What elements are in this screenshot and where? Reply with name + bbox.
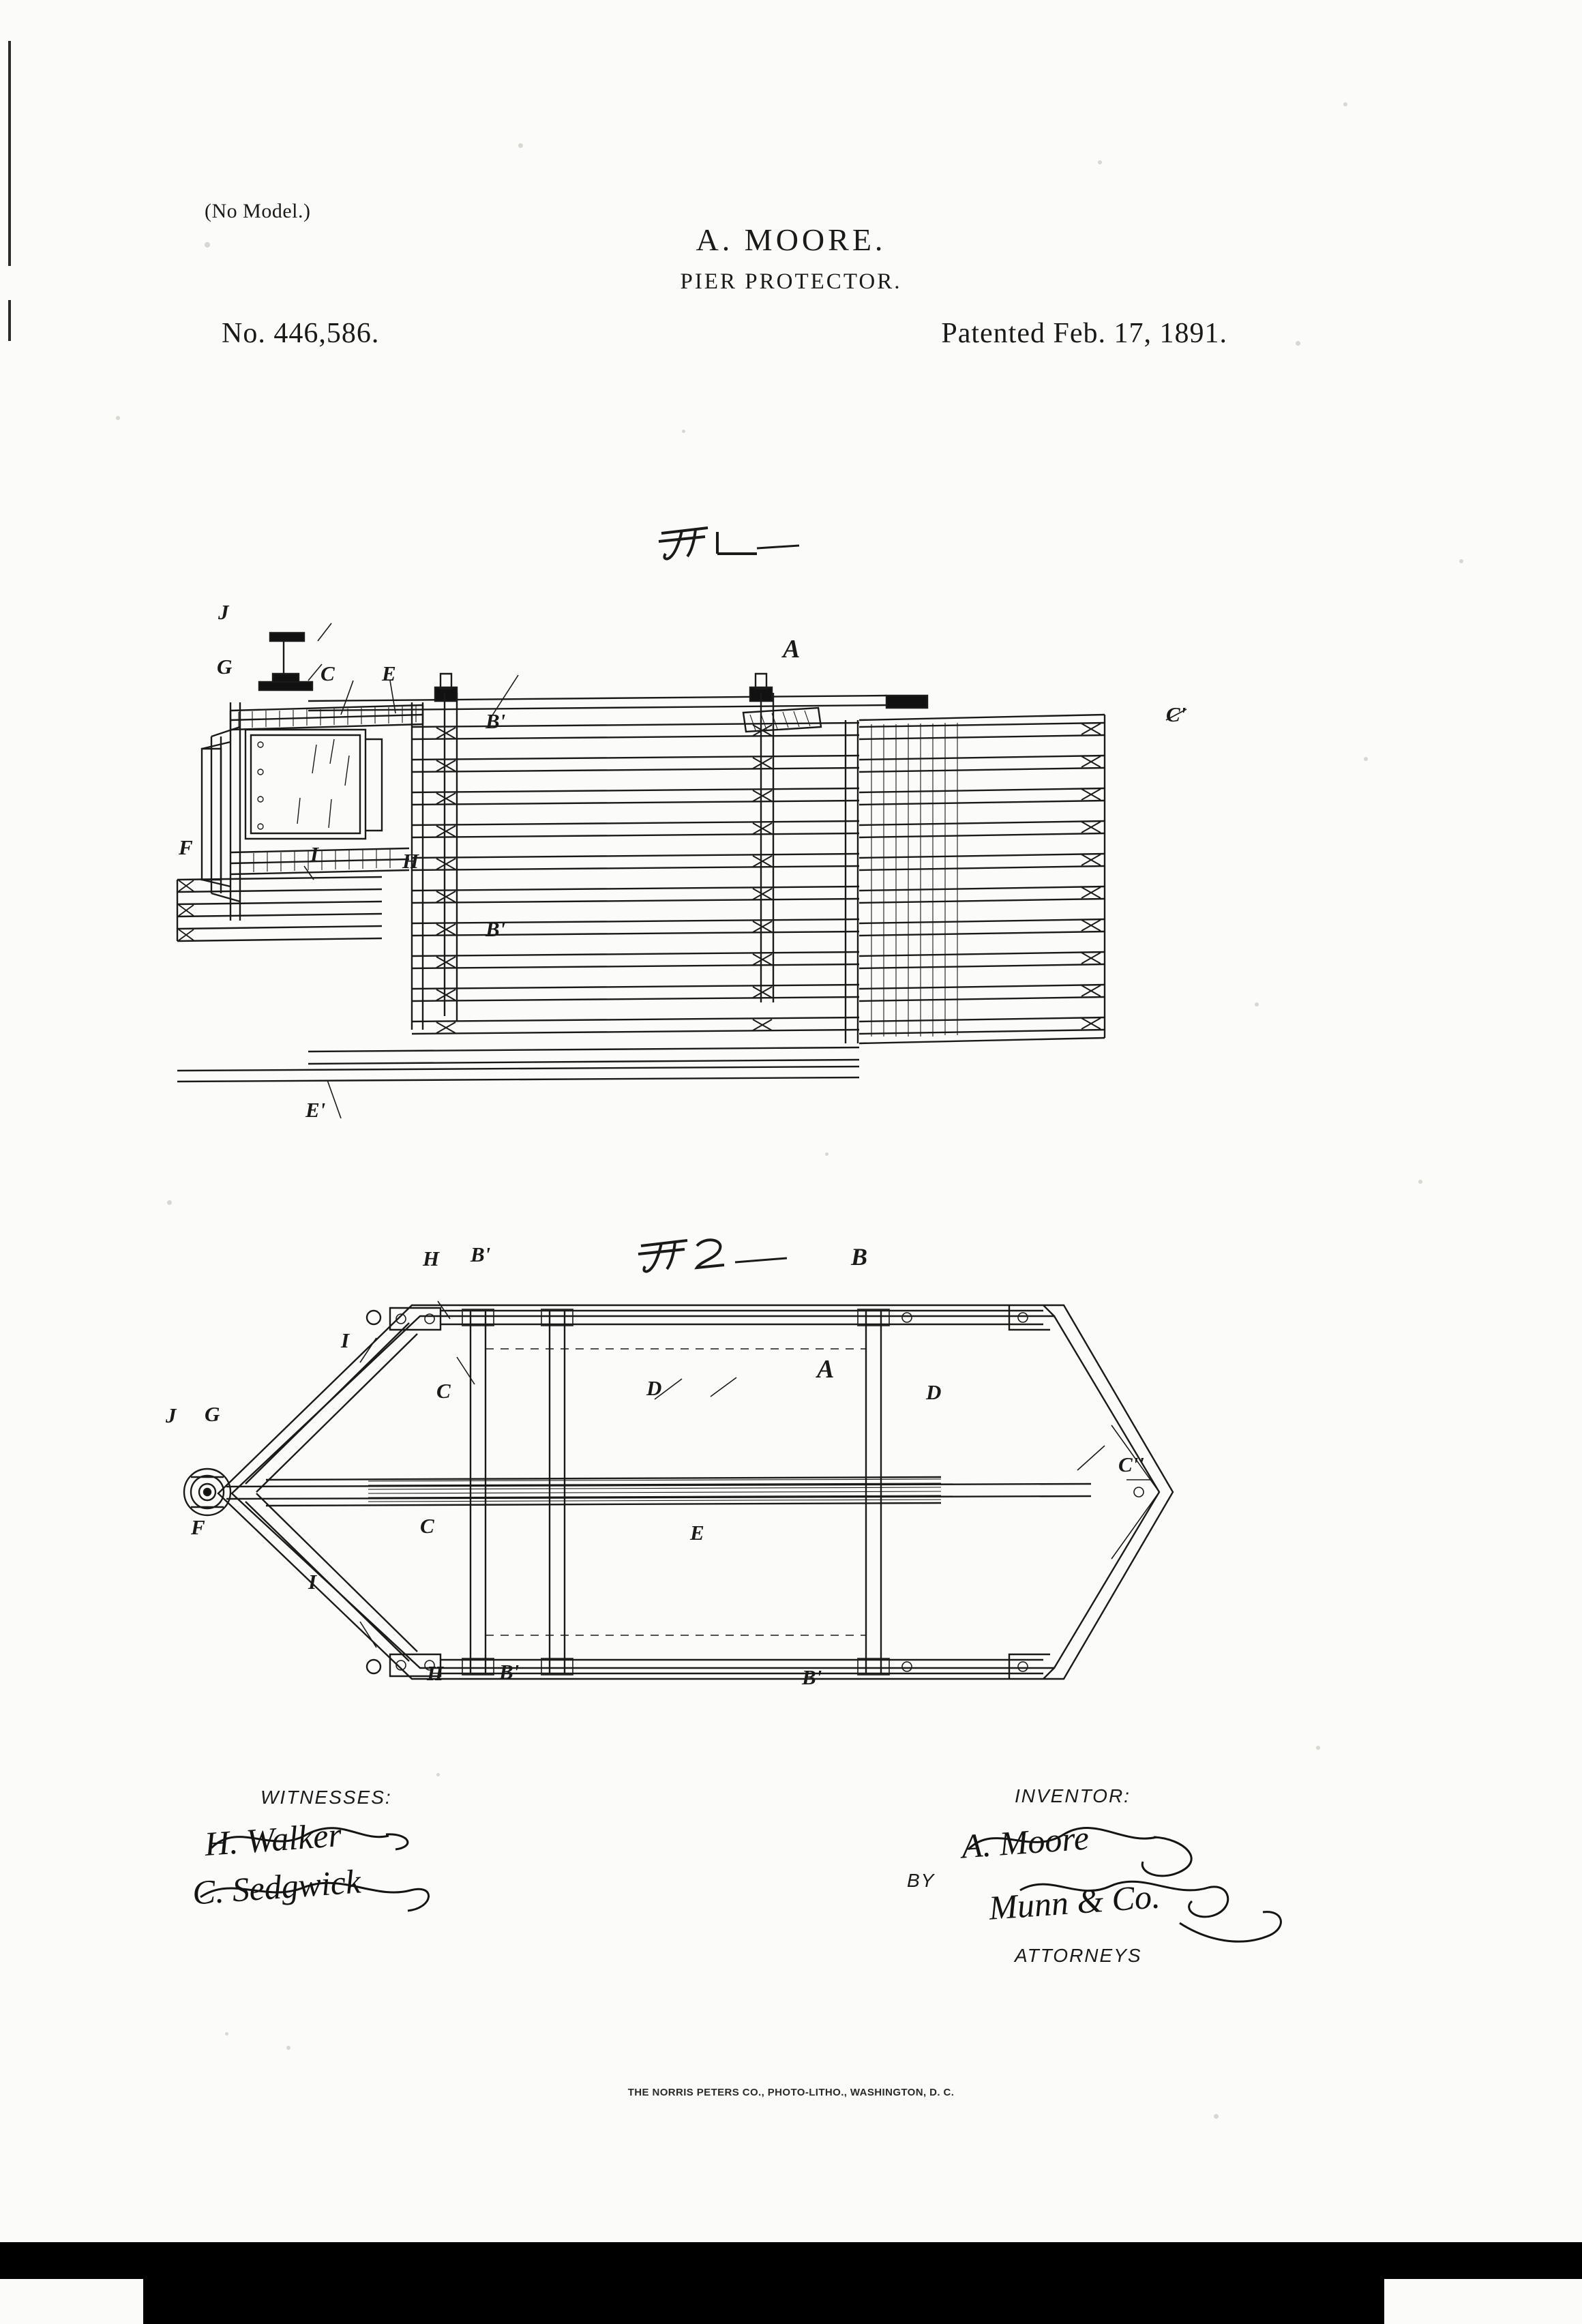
figure-2-drawing bbox=[136, 1275, 1255, 1712]
fig2-ref-D-left: D bbox=[646, 1376, 662, 1400]
witness-signature-2: C. Sedgwick bbox=[191, 1862, 362, 1912]
invention-title-heading: PIER PROTECTOR. bbox=[680, 269, 902, 294]
patent-date: Patented Feb. 17, 1891. bbox=[941, 318, 1227, 349]
fig2-ref-C-bottom: C bbox=[420, 1514, 434, 1538]
attorney-signature: Munn & Co. bbox=[987, 1877, 1162, 1927]
fig1-ref-B-prime-top: B' bbox=[486, 709, 506, 733]
fig1-ref-C-prime: C' bbox=[1166, 702, 1186, 726]
fig1-ref-A: A bbox=[783, 635, 801, 664]
printer-credit: THE NORRIS PETERS CO., PHOTO-LITHO., WASHINGTON, D. C. bbox=[627, 2087, 955, 2098]
fig1-ref-G: G bbox=[217, 655, 233, 679]
fig2-ref-I-bottom: I bbox=[308, 1570, 317, 1594]
fig1-ref-E-prime: E' bbox=[305, 1098, 326, 1122]
fig2-ref-B: B bbox=[851, 1243, 868, 1270]
fig2-ref-H-top: H bbox=[423, 1247, 440, 1270]
fig2-ref-B-prime-bottom-right: B' bbox=[802, 1665, 822, 1689]
fig1-ref-C: C bbox=[320, 661, 335, 685]
attorneys-label: ATTORNEYS bbox=[1015, 1945, 1142, 1966]
fig1-ref-E: E bbox=[382, 661, 396, 685]
fig1-ref-H: H bbox=[402, 849, 419, 873]
scan-artifact-notch-right bbox=[1384, 2279, 1582, 2324]
inventor-label: INVENTOR: bbox=[1015, 1785, 1131, 1806]
figure-1-label bbox=[655, 518, 811, 566]
by-label: BY bbox=[907, 1870, 936, 1891]
scan-artifact-notch-left bbox=[0, 2279, 143, 2324]
fig1-ref-I: I bbox=[310, 842, 319, 866]
inventor-name-heading: A. MOORE. bbox=[696, 222, 886, 257]
fig2-ref-B-prime-bottom-left: B' bbox=[499, 1660, 520, 1684]
figure-1-drawing bbox=[136, 593, 1255, 1152]
fig2-ref-I-top: I bbox=[341, 1328, 350, 1352]
fig2-ref-J: J bbox=[166, 1403, 177, 1427]
fig2-ref-G: G bbox=[205, 1402, 220, 1426]
fig2-ref-H-bottom: H bbox=[427, 1661, 444, 1685]
inventor-signature: A. Moore bbox=[960, 1818, 1090, 1866]
scan-artifact-bar bbox=[0, 2242, 1582, 2324]
patent-number: No. 446,586. bbox=[222, 318, 380, 349]
fig1-ref-J: J bbox=[218, 600, 229, 624]
fig2-ref-B-prime-top-left: B' bbox=[471, 1242, 491, 1266]
witness-signature-flourish bbox=[191, 1807, 491, 1930]
fig2-ref-D-right: D bbox=[926, 1380, 942, 1404]
fig2-ref-C-top: C bbox=[436, 1379, 451, 1403]
witness-signature-1: H. Walker bbox=[203, 1815, 343, 1863]
fig2-ref-A: A bbox=[817, 1355, 835, 1384]
fig1-ref-F: F bbox=[179, 835, 193, 859]
fig2-ref-C-double-prime: C'' bbox=[1118, 1452, 1144, 1476]
no-model-note: (No Model.) bbox=[205, 200, 311, 222]
fig2-ref-E: E bbox=[690, 1521, 704, 1545]
fig2-ref-F: F bbox=[191, 1515, 205, 1539]
scan-margin-rule-lower bbox=[8, 300, 11, 341]
witnesses-label: WITNESSES: bbox=[260, 1787, 392, 1808]
fig1-ref-B-prime-bottom: B' bbox=[486, 917, 506, 941]
figure-2-label bbox=[634, 1231, 798, 1279]
attorney-signature-flourish bbox=[955, 1807, 1309, 1964]
